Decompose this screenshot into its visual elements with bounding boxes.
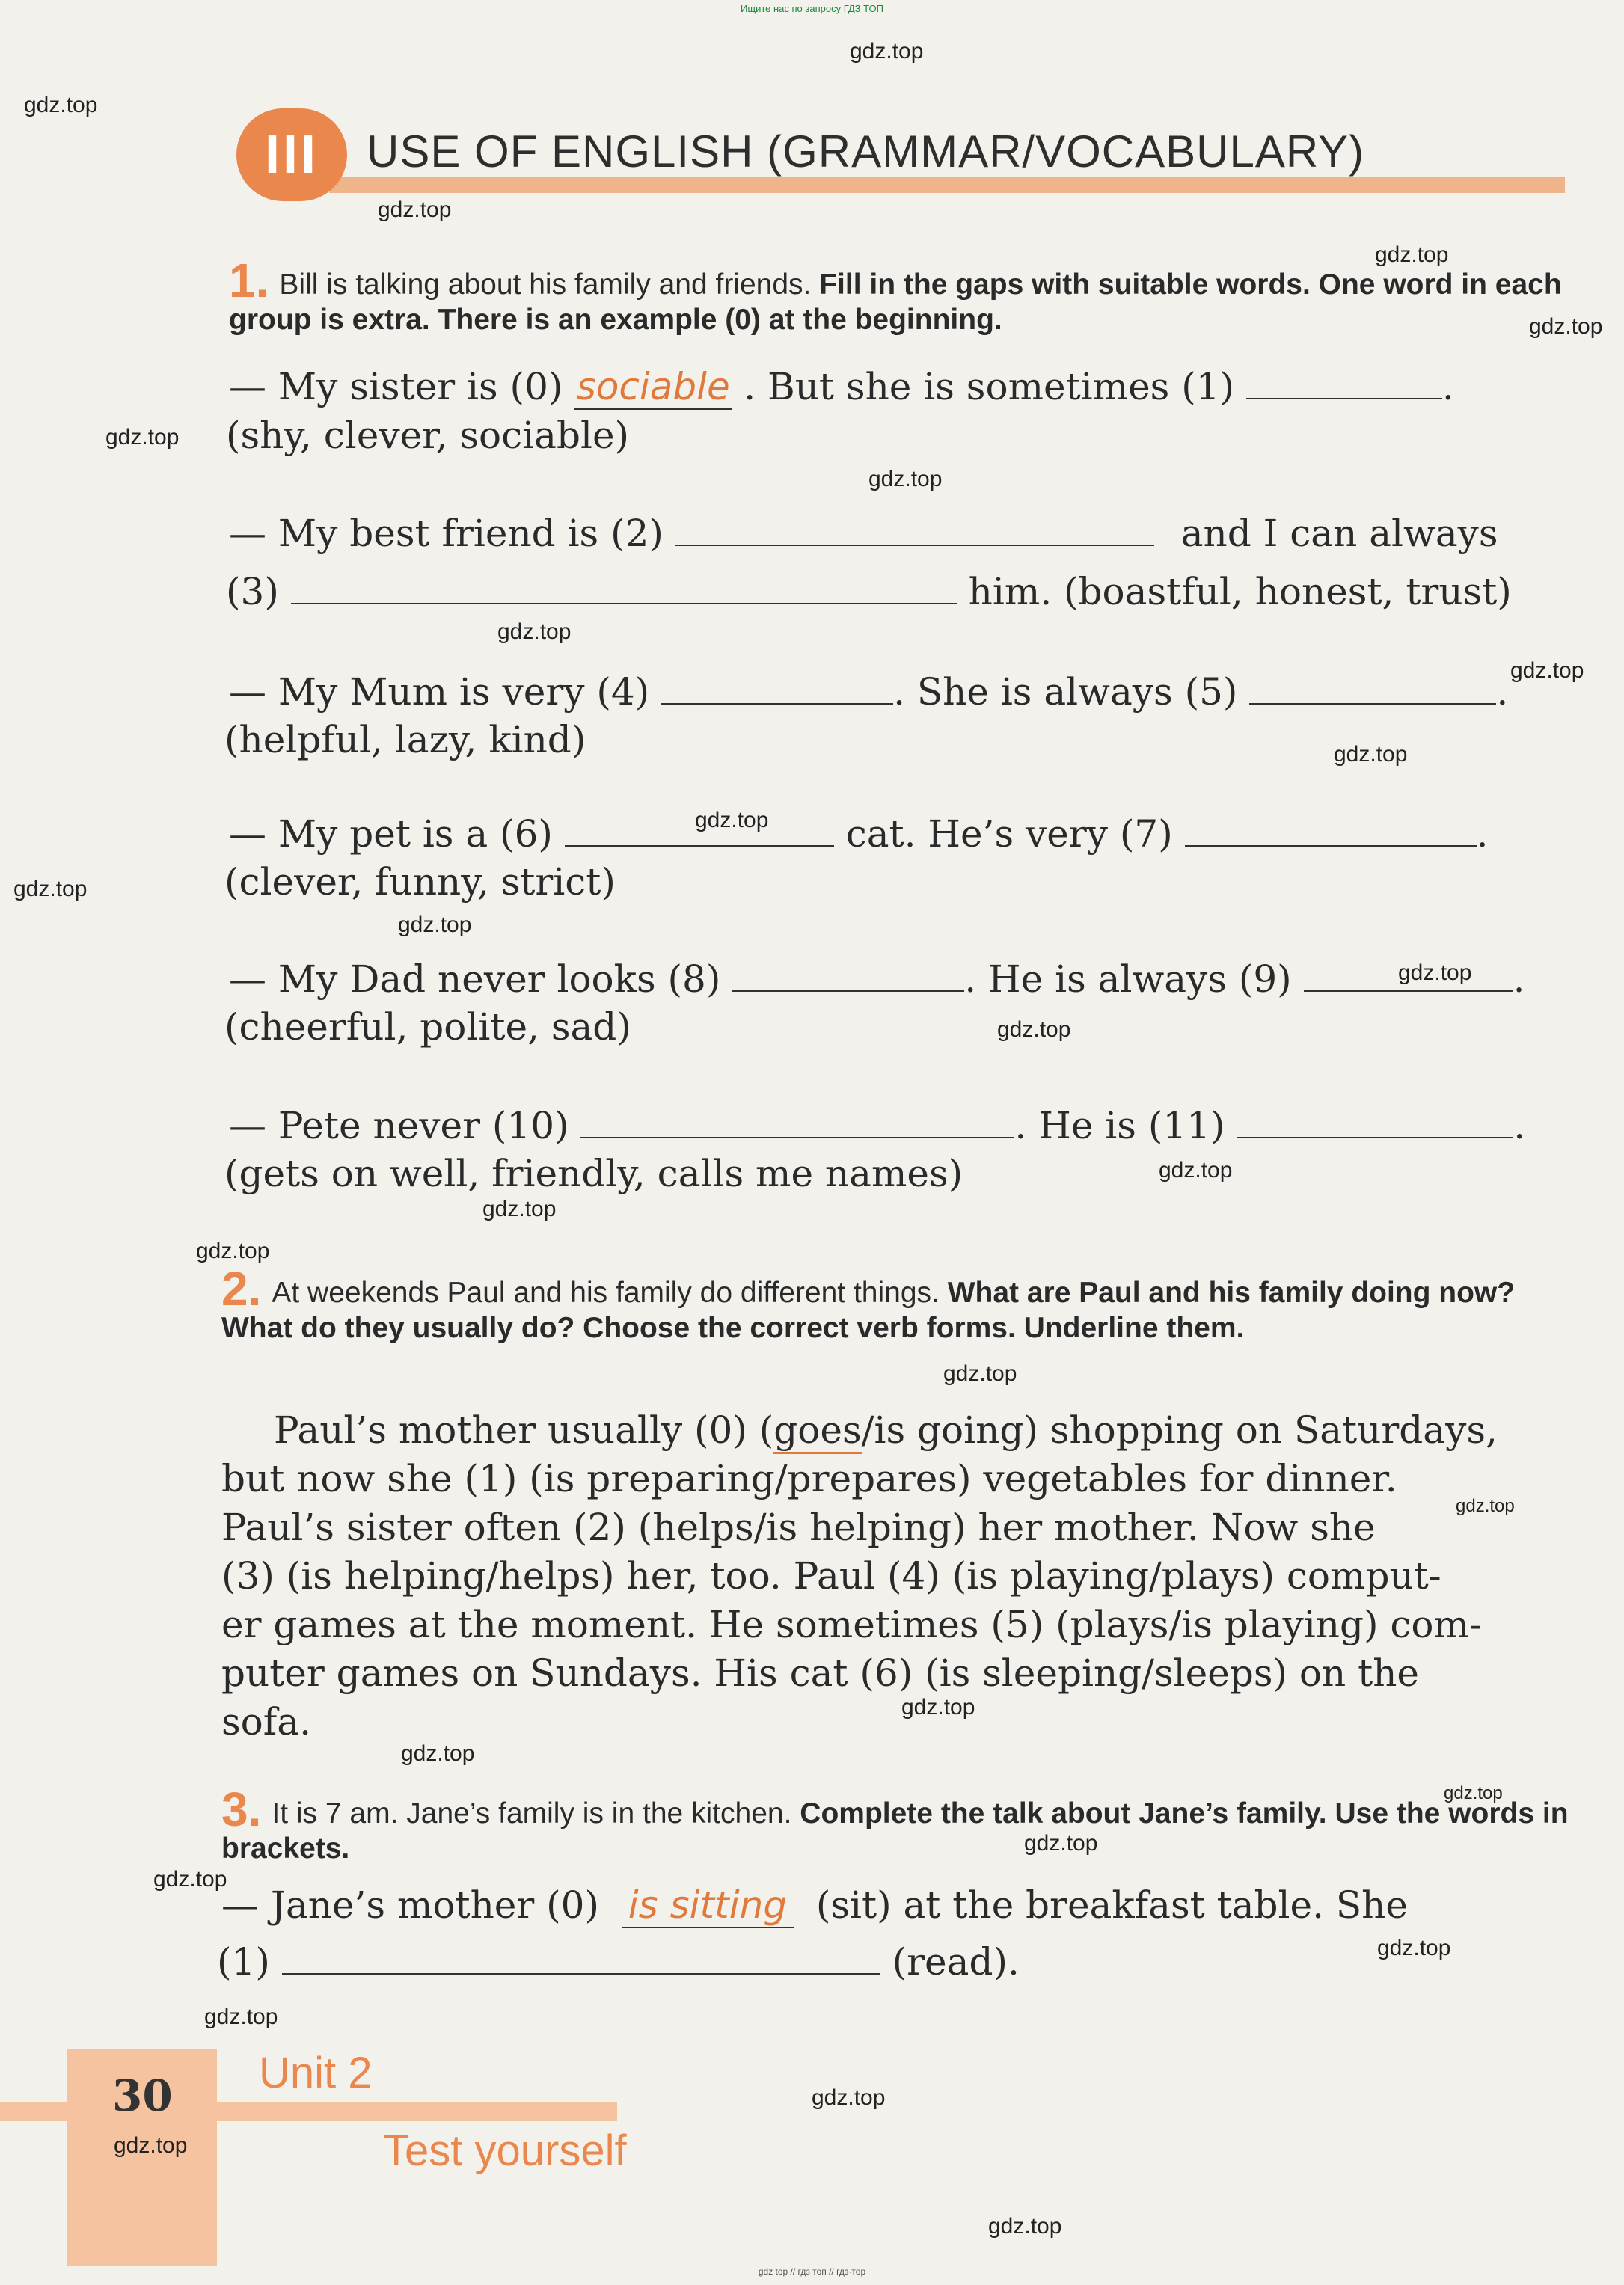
task-2-instructions: 2. At weekends Paul and his family do different things. What are Paul and his family doing now? What do they usually do? Choose the correct verb forms. Underline them. bbox=[221, 1262, 1516, 1344]
task3-line-1: — Jane’s mother (0) is sitting (sit) at the breakfast table. She bbox=[221, 1883, 1408, 1927]
gap-1[interactable] bbox=[1246, 365, 1442, 399]
task1-options-4: (helpful, lazy, kind) bbox=[224, 718, 586, 761]
gap-10[interactable] bbox=[580, 1104, 1014, 1138]
section-underline bbox=[329, 177, 1565, 193]
watermark: gdz.top bbox=[1377, 1936, 1451, 1960]
watermark: gdz.top bbox=[988, 2214, 1062, 2239]
top-note: Ищите нас по запросу ГДЗ ТОП bbox=[741, 3, 883, 14]
watermark: gdz.top bbox=[850, 39, 924, 64]
task1-line-4: — My Mum is very (4) . She is always (5) . bbox=[229, 670, 1509, 714]
task1-line-10: — Pete never (10) . He is (11) . bbox=[229, 1104, 1526, 1147]
watermark: gdz.top bbox=[1334, 742, 1408, 767]
watermark: gdz.top bbox=[901, 1695, 975, 1720]
task1-options-10: (gets on well, friendly, calls me names) bbox=[224, 1152, 963, 1195]
watermark: gdz.top bbox=[997, 1017, 1071, 1042]
gap-1[interactable] bbox=[282, 1940, 880, 1975]
task-1-instructions: 1. Bill is talking about his family and friends. Fill in the gaps with suitable words. One word in each group is extra. There is an example (0) at the beginning. bbox=[229, 254, 1562, 336]
task1-line-6: — My pet is a (6) cat. He’s very (7) . bbox=[229, 812, 1489, 856]
task3-line-2: (1) (read). bbox=[217, 1940, 1020, 1984]
watermark: gdz.top bbox=[1398, 960, 1472, 985]
gap-2[interactable] bbox=[675, 512, 1154, 546]
watermark: gdz.top bbox=[695, 808, 769, 832]
task1-line-1: — My sister is (0) sociable . But she is sometimes (1) . bbox=[229, 365, 1454, 408]
task1-line-2: — My best friend is (2) and I can always bbox=[229, 512, 1498, 555]
watermark: gdz.top bbox=[378, 197, 452, 222]
watermark: gdz.top bbox=[24, 93, 98, 117]
section-title: USE OF ENGLISH (GRAMMAR/VOCABULARY) bbox=[367, 126, 1365, 177]
watermark: gdz.top bbox=[1456, 1496, 1515, 1516]
task-3-instructions: 3. It is 7 am. Jane’s family is in the kitchen. Complete the talk about Jane’s family. Use the words in brackets. bbox=[221, 1782, 1569, 1865]
section-badge: III bbox=[236, 108, 347, 201]
watermark: gdz.top bbox=[105, 425, 180, 450]
task2-text: Paul’s mother usually (0) (goes/is going) shopping on Saturdays, but now she (1) (is preparing/prepares) vegetables for dinner. Paul’s sister often (2) (helps/is helping) her mother. Now she (3) (is helping/helps) her, too. Paul (4) (is playing/plays) comput- er games at the moment. He sometimes (5) (plays/is playing) com- puter games on Sundays. His cat (6) (is sleeping/sleeps) on the sofa. bbox=[221, 1408, 1498, 1743]
task-number: 3. bbox=[221, 1782, 262, 1836]
watermark: gdz.top bbox=[196, 1239, 270, 1263]
task1-line-8: — My Dad never looks (8) . He is always (9) . bbox=[229, 957, 1525, 1001]
task1-options-8: (cheerful, polite, sad) bbox=[224, 1005, 631, 1049]
watermark: gdz.top bbox=[1024, 1831, 1098, 1856]
gap-8[interactable] bbox=[732, 957, 964, 992]
watermark: gdz.top bbox=[13, 877, 88, 901]
watermark: gdz.top bbox=[497, 619, 572, 644]
page-number: 30 bbox=[112, 2070, 173, 2121]
task-number: 2. bbox=[221, 1262, 262, 1316]
task-number: 1. bbox=[229, 254, 269, 307]
gap-3[interactable] bbox=[291, 570, 957, 604]
watermark: gdz.top bbox=[1159, 1158, 1233, 1183]
gap-4[interactable] bbox=[661, 670, 893, 705]
section-label: Test yourself bbox=[383, 2126, 627, 2175]
watermark: gdz.top bbox=[1510, 658, 1584, 683]
underlined-answer: goes bbox=[773, 1408, 861, 1454]
answer-0: is sitting bbox=[622, 1883, 794, 1928]
watermark: gdz.top bbox=[204, 2005, 278, 2029]
unit-label: Unit 2 bbox=[259, 2049, 373, 2097]
watermark: gdz.top bbox=[398, 913, 472, 937]
task1-options-1: (shy, clever, sociable) bbox=[226, 414, 630, 457]
task1-options-6: (clever, funny, strict) bbox=[224, 860, 616, 904]
bottom-note: gdz top // гдз топ // гдз·тор bbox=[758, 2266, 866, 2277]
gap-5[interactable] bbox=[1249, 670, 1496, 705]
watermark: gdz.top bbox=[943, 1361, 1017, 1386]
answer-0: sociable bbox=[574, 365, 732, 410]
watermark: gdz.top bbox=[114, 2133, 188, 2158]
task1-line-3: (3) him. (boastful, honest, trust) bbox=[226, 570, 1512, 613]
gap-7[interactable] bbox=[1185, 812, 1477, 847]
watermark: gdz.top bbox=[1529, 314, 1603, 339]
watermark: gdz.top bbox=[1444, 1783, 1503, 1803]
watermark: gdz.top bbox=[1375, 242, 1449, 267]
gap-11[interactable] bbox=[1237, 1104, 1513, 1138]
watermark: gdz.top bbox=[401, 1741, 475, 1766]
watermark: gdz.top bbox=[812, 2085, 886, 2110]
watermark: gdz.top bbox=[482, 1197, 557, 1221]
watermark: gdz.top bbox=[868, 467, 943, 491]
watermark: gdz.top bbox=[153, 1867, 227, 1892]
